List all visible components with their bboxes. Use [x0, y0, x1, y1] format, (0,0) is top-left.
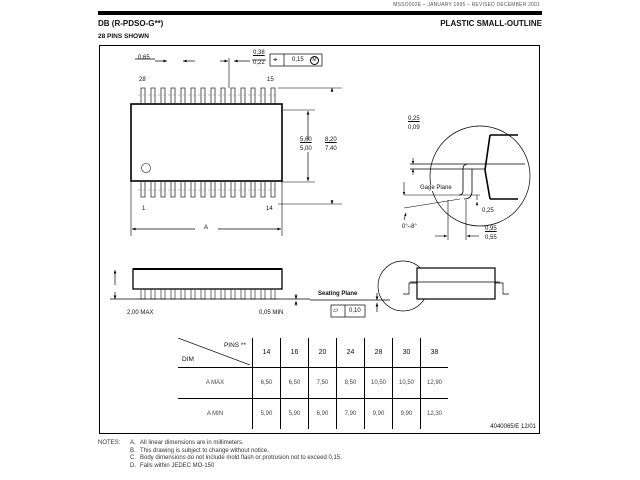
pins-shown-label: 28 PINS SHOWN — [98, 33, 149, 40]
coplanarity-symbol-icon: ⏥ — [333, 307, 339, 314]
table-cell: 6,90 — [309, 399, 337, 430]
table-cell: 8,50 — [337, 368, 365, 399]
note-a — [98, 440, 342, 448]
table-cell: 10,50 — [365, 368, 393, 399]
top-view — [131, 54, 342, 236]
table-cell: 9,90 — [365, 399, 393, 430]
dimension-table — [178, 338, 448, 429]
table-cell: 5,90 — [253, 399, 281, 430]
notes-label: NOTES: — [98, 440, 121, 446]
table-cell: 7,50 — [309, 368, 337, 399]
foot-length-min: 0,55 — [485, 235, 497, 241]
lead-width-min: 0,22 — [253, 60, 265, 66]
pins-col: 28 — [365, 338, 393, 368]
table-cell: 12,90 — [421, 368, 449, 399]
body-width-min: 5,00 — [300, 146, 312, 152]
table-cell: 9,90 — [393, 399, 421, 430]
lead-angle-range: 0°–8° — [402, 224, 417, 230]
pin-1-label: 1 — [142, 206, 146, 212]
lead-thickness-max: 0,25 — [408, 116, 420, 122]
position-tolerance-value: 0,15 — [292, 57, 304, 63]
table-cell: 12,30 — [426, 411, 442, 417]
table-cell: 6,50 — [253, 368, 281, 399]
seating-plane-label: Seating Plane — [318, 291, 358, 297]
pins-col: 38 — [421, 338, 449, 368]
coplanarity-value: 0,10 — [349, 308, 361, 314]
note-b — [98, 448, 342, 456]
lead-thickness-min: 0,09 — [408, 125, 420, 131]
overall-width-max: 8,20 — [325, 137, 337, 143]
document-number: MSSO002E – JANUARY 1995 – REVISED DECEMBER 2001 — [393, 2, 540, 8]
figure-id: 4040065/E 12/01 — [490, 424, 536, 430]
table-row — [178, 368, 448, 399]
body-width-max: 5,60 — [300, 137, 312, 143]
table-row — [178, 399, 448, 430]
side-view — [110, 261, 509, 317]
detail-view — [404, 126, 530, 240]
pins-col: 20 — [309, 338, 337, 368]
pins-col: 30 — [393, 338, 421, 368]
note-text: All linear dimensions are in millimeters. — [140, 440, 244, 446]
length-a-label: A — [204, 225, 209, 231]
table-corner-cell — [178, 338, 253, 368]
note-d — [98, 463, 342, 471]
table-cell: 6,50 — [281, 368, 309, 399]
note-text: Falls within JEDEC MO-150 — [140, 462, 215, 469]
pins-header: PINS ** — [223, 342, 246, 349]
note-letter: A. — [130, 440, 136, 446]
row-label: A MIN — [178, 399, 253, 430]
position-symbol-icon: ⌖ — [273, 55, 278, 64]
gage-plane-label: Gage Plane — [420, 185, 452, 191]
foot-length-max: 0,95 — [485, 226, 497, 232]
note-text: Body dimensions do not include mold flash or protrusion not to exceed 0,15. — [140, 455, 342, 461]
table-cell: 10,50 — [393, 368, 421, 399]
note-letter: B. — [130, 447, 136, 454]
pin-15-label: 15 — [267, 77, 274, 83]
package-title: DB (R-PDSO-G**) — [98, 19, 164, 28]
note-letter: C. — [130, 455, 136, 461]
pin-28-label: 28 — [139, 77, 146, 83]
table-cell: 5,90 — [281, 399, 309, 430]
pitch-value: 0,65 — [138, 55, 150, 61]
mmc-symbol-icon: M — [310, 56, 319, 65]
package-type: PLASTIC SMALL-OUTLINE — [440, 19, 542, 28]
table-header-row — [178, 338, 448, 368]
dim-header: DIM — [182, 356, 194, 363]
table-cell: 7,90 — [337, 399, 365, 430]
height-max: 2,00 MAX — [127, 310, 154, 316]
lead-width-max: 0,38 — [253, 50, 265, 56]
row-label: A MAX — [178, 368, 253, 399]
note-letter: D. — [130, 462, 136, 469]
notes-section — [98, 440, 342, 470]
pin-14-label: 14 — [266, 206, 273, 212]
note-text: This drawing is subject to change without notice. — [140, 447, 269, 454]
pins-col: 16 — [281, 338, 309, 368]
pins-col: 24 — [337, 338, 365, 368]
note-c — [98, 455, 342, 463]
standoff-min: 0,05 MIN — [259, 310, 284, 316]
pins-col: 14 — [253, 338, 281, 368]
overall-width-min: 7,40 — [325, 146, 337, 152]
gage-offset: 0,25 — [482, 208, 494, 214]
